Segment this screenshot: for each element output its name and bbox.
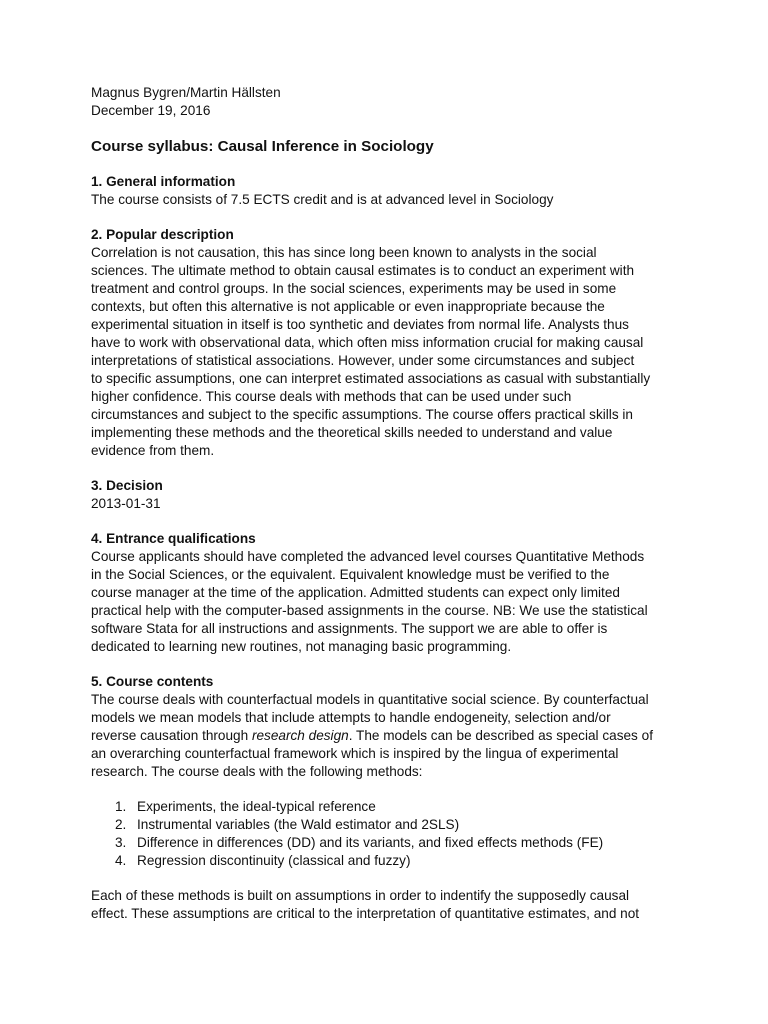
text-line: dedicated to learning new routines, not managing basic programming. (91, 639, 512, 654)
text-fragment: . The models can be described as special cases of (348, 728, 653, 743)
text-line: to specific assumptions, one can interpret estimated associations as casual with substantially (91, 371, 651, 386)
section-body (91, 691, 681, 781)
text-line: interpretations of statistical associations. However, under some circumstances and subject (91, 353, 635, 368)
section-heading: 1. General information (91, 174, 236, 189)
section-decision (91, 477, 681, 513)
methods-list (91, 798, 681, 870)
section-course-contents (91, 673, 681, 781)
text-line: treatment and control groups. In the social sciences, experiments may be used in some (91, 281, 617, 296)
list-number: 2. (115, 817, 127, 832)
text-line: practical help with the computer-based assignments in the course. NB: We use the statistical (91, 603, 648, 618)
emphasis-research-design: research design (251, 728, 349, 743)
list-item (115, 852, 681, 870)
text-line: effect. These assumptions are critical to the interpretation of quantitative estimates, and not (91, 906, 640, 921)
text-line: course manager at the time of the application. Admitted students can expect only limited (91, 585, 620, 600)
list-item (115, 816, 681, 834)
list-text: Instrumental variables (the Wald estimator and 2SLS) (137, 817, 460, 832)
text-line: sciences. The ultimate method to obtain causal estimates is to conduct an experiment with (91, 263, 635, 278)
list-number: 4. (115, 853, 127, 868)
list-text: Difference in differences (DD) and its variants, and fixed effects methods (FE) (137, 835, 604, 850)
date-line: December 19, 2016 (91, 103, 211, 118)
section-heading: 3. Decision (91, 478, 163, 493)
text-line: Each of these methods is built on assumptions in order to indentify the supposedly causal (91, 888, 630, 903)
list-text: Experiments, the ideal-typical reference (137, 799, 376, 814)
text-line: The course deals with counterfactual models in quantitative social science. By counterfactual (91, 692, 649, 707)
authors-line: Magnus Bygren/Martin Hällsten (91, 85, 281, 100)
text-line: The course consists of 7.5 ECTS credit and is at advanced level in Sociology (91, 192, 554, 207)
document-title: Course syllabus: Causal Inference in Sociology (91, 138, 434, 155)
text-line: in the Social Sciences, or the equivalent. Equivalent knowledge must be verified to the (91, 567, 610, 582)
text-line: research. The course deals with the following methods: (91, 764, 423, 779)
text-line (91, 727, 681, 745)
section-body (91, 548, 681, 656)
text-line: evidence from them. (91, 443, 215, 458)
section-heading: 4. Entrance qualifications (91, 531, 256, 546)
text-line: contexts, but often this alternative is not applicable or even inappropriate because the (91, 299, 605, 314)
section-general-information (91, 173, 681, 209)
text-line: an overarching counterfactual framework which is inspired by the lingua of experimental (91, 746, 619, 761)
list-text: Regression discontinuity (classical and fuzzy) (137, 853, 411, 868)
section-body (91, 495, 681, 513)
methods-followup-paragraph (91, 887, 681, 923)
text-line: implementing these methods and the theoretical skills needed to understand and value (91, 425, 613, 440)
list-number: 3. (115, 835, 127, 850)
text-fragment: reverse causation through (91, 728, 252, 743)
text-line: higher confidence. This course deals with methods that can be used under such (91, 389, 572, 404)
text-line: circumstances and subject to the specific assumptions. The course offers practical skills in (91, 407, 633, 422)
text-line: have to work with observational data, which often miss information crucial for making causal (91, 335, 644, 350)
section-heading: 5. Course contents (91, 674, 214, 689)
text-line: experimental situation in itself is too synthetic and deviates from normal life. Analysts thus (91, 317, 629, 332)
section-heading: 2. Popular description (91, 227, 234, 242)
section-body (91, 244, 681, 460)
document-page (91, 84, 681, 923)
text-line: software Stata for all instructions and assignments. The support we are able to offer is (91, 621, 608, 636)
list-number: 1. (115, 799, 127, 814)
section-entrance-qualifications (91, 530, 681, 656)
list-item (115, 798, 681, 816)
section-popular-description (91, 226, 681, 460)
text-line: Course applicants should have completed the advanced level courses Quantitative Methods (91, 549, 645, 564)
section-body (91, 191, 681, 209)
list-item (115, 834, 681, 852)
text-line: models we mean models that include attempts to handle endogeneity, selection and/or (91, 710, 611, 725)
decision-date: 2013-01-31 (91, 496, 161, 511)
text-line: Correlation is not causation, this has since long been known to analysts in the social (91, 245, 597, 260)
